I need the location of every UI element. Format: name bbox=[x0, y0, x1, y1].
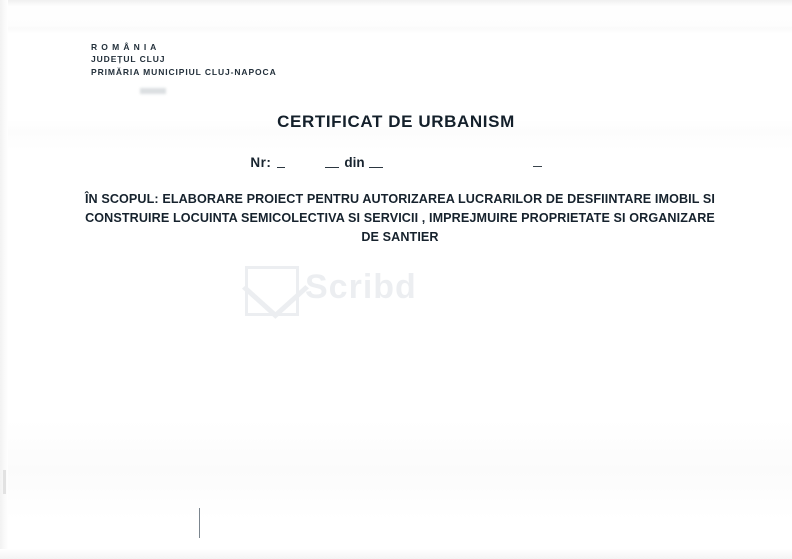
page-edge-bottom bbox=[0, 549, 792, 559]
trailing-blank bbox=[533, 158, 542, 167]
header-country: R O M Â N I A bbox=[91, 42, 158, 52]
purpose-block bbox=[60, 190, 740, 247]
scan-smudge bbox=[140, 88, 166, 94]
watermark bbox=[245, 262, 545, 320]
scan-artifact-left bbox=[3, 470, 6, 494]
page-edge-top bbox=[0, 0, 792, 7]
watermark-label: Scribd bbox=[305, 268, 417, 306]
document-number-row bbox=[0, 155, 792, 170]
header-county: JUDEȚUL CLUJ bbox=[91, 54, 166, 65]
number-value-blank bbox=[277, 158, 285, 168]
purpose-line-1: ÎN SCOPUL: ELABORARE PROIECT PENTRU AUTORIZAREA LUCRARILOR DE DESFIINTARE IMOBIL SI bbox=[84, 192, 716, 206]
watermark-check-icon bbox=[242, 258, 309, 318]
scan-artifact-bottom bbox=[199, 508, 200, 538]
watermark-box-icon bbox=[245, 266, 299, 316]
purpose-line-3: DE SANTIER bbox=[361, 230, 439, 245]
institution-header bbox=[91, 41, 277, 78]
date-value-blank bbox=[369, 158, 383, 168]
header-city-hall: PRIMĂRIA MUNICIPIUL CLUJ-NAPOCA bbox=[91, 66, 277, 77]
purpose-line-2: CONSTRUIRE LOCUINTA SEMICOLECTIVA SI SERVICII , IMPREJMUIRE PROPRIETATE SI ORGANIZARE bbox=[85, 211, 715, 226]
number-label: Nr: bbox=[250, 155, 272, 170]
page-title: CERTIFICAT DE URBANISM bbox=[277, 112, 515, 131]
number-extra-blank bbox=[325, 158, 339, 168]
din-label: din bbox=[344, 155, 365, 170]
